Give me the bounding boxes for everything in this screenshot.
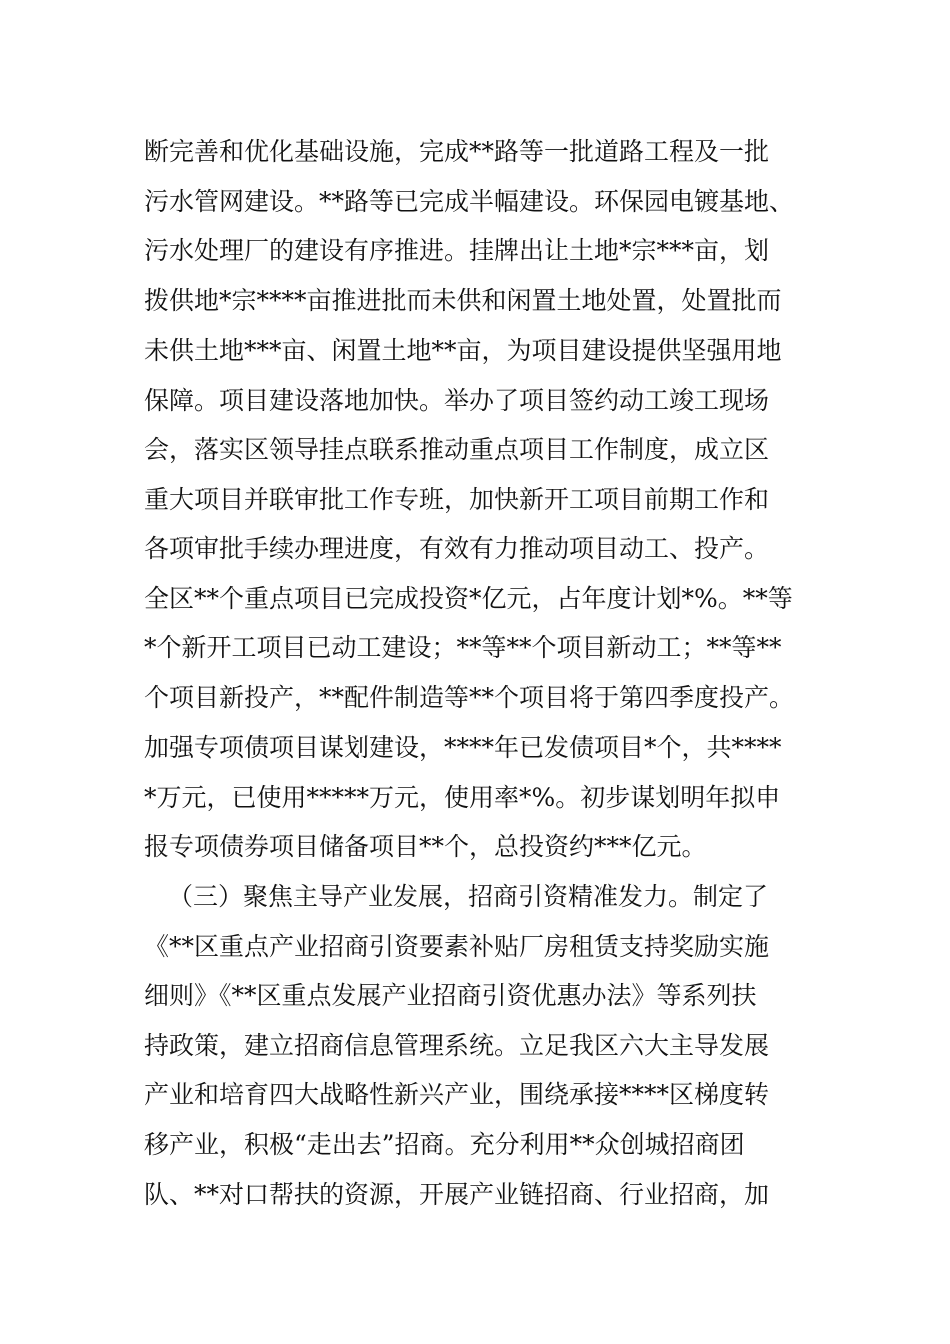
text-line-17: 《**区重点产业招商引资要素补贴厂房租赁支持奖励实施	[144, 932, 770, 961]
text-line-19: 持政策，建立招商信息管理系统。立足我区六大主导发展	[144, 1031, 770, 1060]
text-line-07: 会，落实区领导挂点联系推动重点项目工作制度，成立区	[144, 435, 770, 464]
text-line-08: 重大项目并联审批工作专班，加快新开工项目前期工作和	[144, 485, 770, 514]
text-line-06: 保障。项目建设落地加快。举办了项目签约动工竣工现场	[144, 386, 770, 415]
text-line-01: 断完善和优化基础设施，完成**路等一批道路工程及一批	[144, 137, 770, 166]
text-line-03: 污水处理厂的建设有序推进。挂牌出让土地*宗***亩，划	[144, 236, 770, 265]
text-line-10: 全区**个重点项目已完成投资*亿元，占年度计划*%。**等	[144, 584, 793, 613]
text-line-02: 污水管网建设。**路等已完成半幅建设。环保园电镀基地、	[144, 187, 795, 216]
text-line-13: 加强专项债项目谋划建设，****年已发债项目*个，共****	[144, 733, 782, 762]
text-line-22: 队、**对口帮扶的资源，开展产业链招商、行业招商，加	[144, 1180, 770, 1209]
text-line-15: 报专项债券项目储备项目**个，总投资约***亿元。	[144, 832, 707, 861]
text-line-09: 各项审批手续办理进度，有效有力推动项目动工、投产。	[144, 534, 770, 563]
text-line-18: 细则》《**区重点发展产业招商引资优惠办法》等系列扶	[144, 981, 757, 1010]
text-line-20: 产业和培育四大战略性新兴产业，围绕承接****区梯度转	[144, 1080, 770, 1109]
text-line-14: *万元，已使用*****万元，使用率*%。初步谋划明年拟申	[144, 783, 781, 812]
text-line-11: *个新开工项目已动工建设；**等**个项目新动工；**等**	[144, 633, 782, 662]
section-heading-line: （三）聚焦主导产业发展，招商引资精准发力。制定了	[168, 882, 769, 911]
text-line-04: 拨供地*宗****亩推进批而未供和闲置土地处置，处置批而	[144, 286, 782, 315]
text-line-12: 个项目新投产，**配件制造等**个项目将于第四季度投产。	[144, 683, 795, 712]
text-line-21: 移产业，积极“走出去”招商。充分利用**众创城招商团	[144, 1130, 745, 1159]
text-line-05: 未供土地***亩、闲置土地**亩，为项目建设提供坚强用地	[144, 336, 782, 365]
